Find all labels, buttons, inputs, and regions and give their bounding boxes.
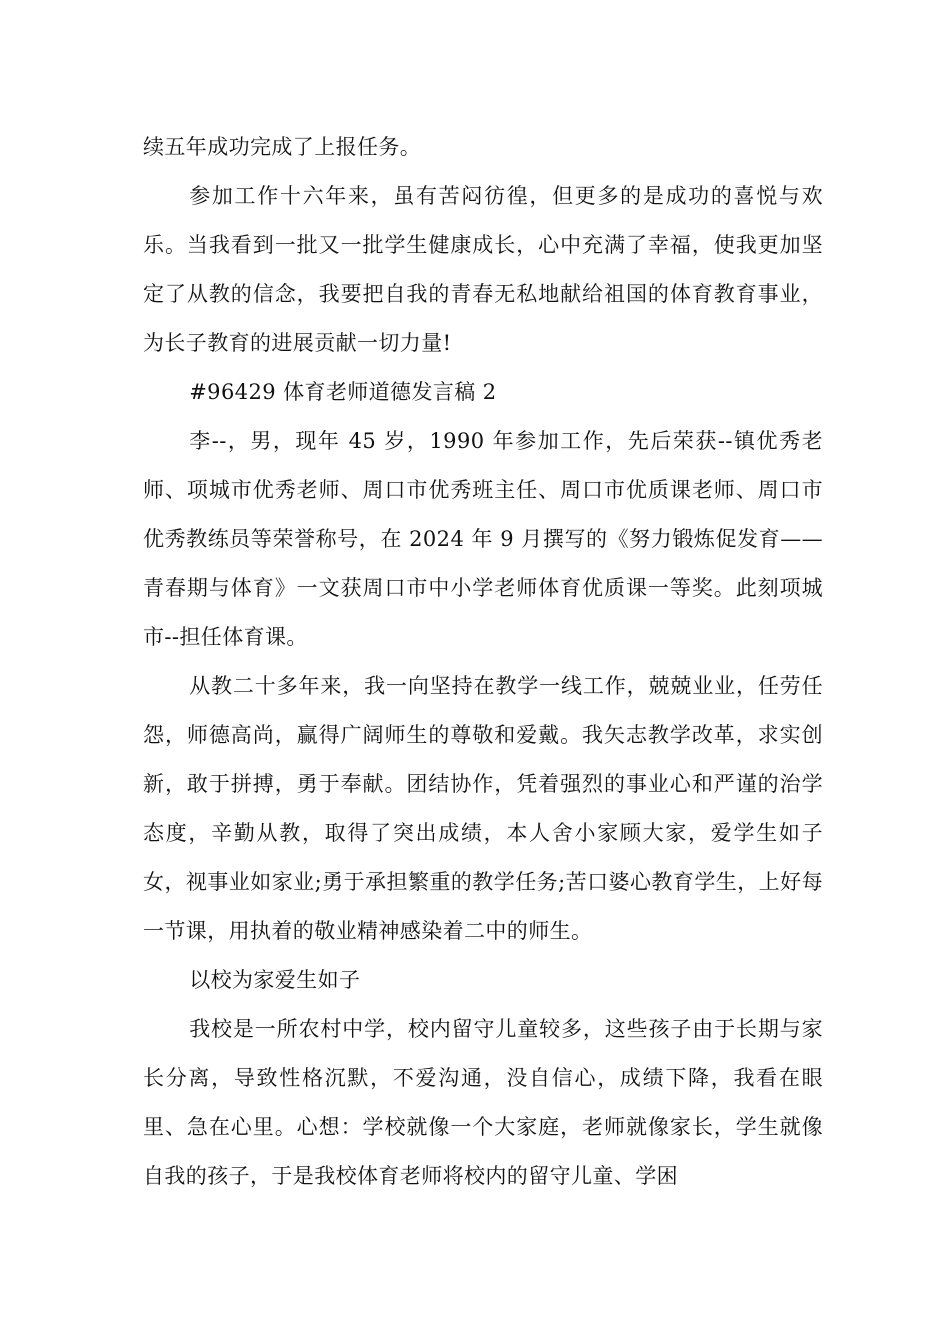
paragraph: 从教二十多年来，我一向坚持在教学一线工作，兢兢业业，任劳任怨，师德高尚，赢得广阔师生的尊敬和爱戴。我矢志教学改革，求实创新，敢于拼搏，勇于奉献。团结协作，凭着强烈的事业心和严谨的治学态度，辛勤从教，取得了突出成绩，本人舍小家顾大家，爱学生如子女，视事业如家业;勇于承担繁重的教学任务;苦口婆心教育学生，上好每一节课，用执着的敬业精神感染着二中的师生。 <box>143 674 823 943</box>
document-body <box>143 123 823 1201</box>
paragraph-continuation: 续五年成功完成了上报任务。 <box>143 135 422 159</box>
paragraph: 李--，男，现年 45 岁，1990 年参加工作，先后荣获--镇优秀老师、项城市优秀老师、周口市优秀班主任、周口市优质课老师、周口市优秀教练员等荣誉称号，在 2024 年 9 月撰写的《努力锻炼促发育——青春期与体育》一文获周口市中小学老师体育优质课一等奖。此刻项城市--担任体育课。 <box>143 429 823 649</box>
paragraph: 我校是一所农村中学，校内留守儿童较多，这些孩子由于长期与家长分离，导致性格沉默，不爱沟通，没自信心，成绩下降，我看在眼里、急在心里。心想：学校就像一个大家庭，老师就像家长，学生就像自我的孩子，于是我校体育老师将校内的留守儿童、学困 <box>143 1017 823 1188</box>
subsection-heading: 以校为家爱生如子 <box>189 968 361 992</box>
paragraph: 参加工作十六年来，虽有苦闷彷徨，但更多的是成功的喜悦与欢乐。当我看到一批又一批学生健康成长，心中充满了幸福，使我更加坚定了从教的信念，我要把自我的青春无私地献给祖国的体育教育事业，为长子教育的进展贡献一切力量! <box>143 184 823 355</box>
section-heading: #96429 体育老师道德发言稿 2 <box>189 380 497 404</box>
